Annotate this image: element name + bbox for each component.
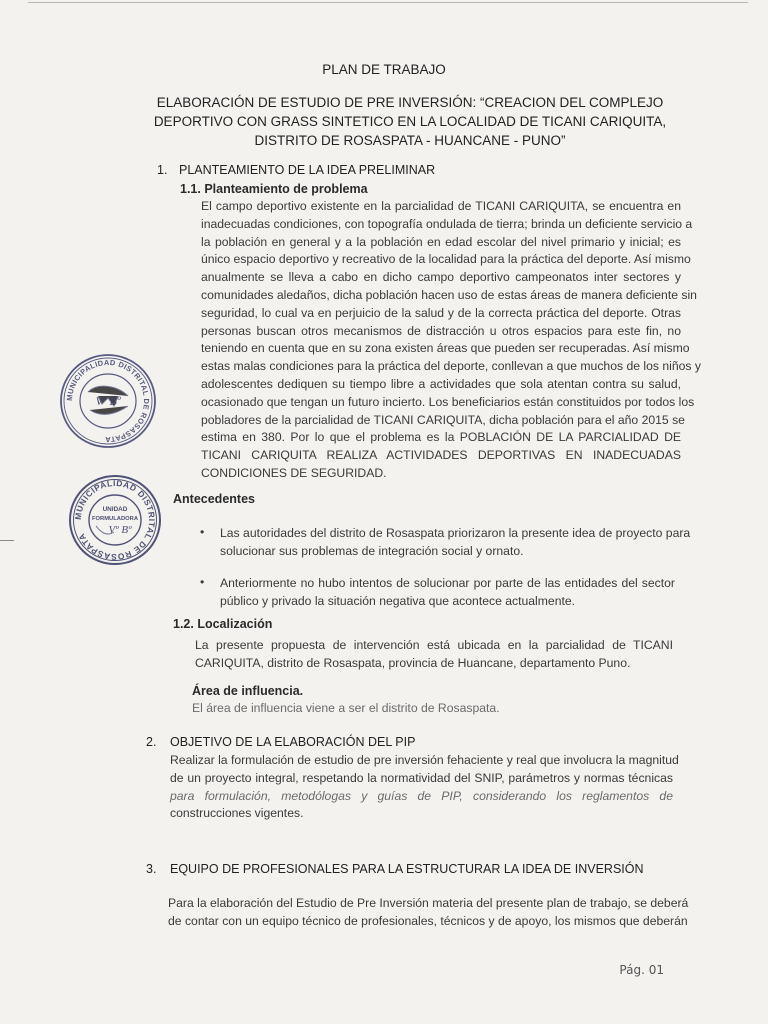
antecedentes-bullet [200, 575, 680, 611]
antecedentes-bullet [200, 525, 691, 561]
text-line: público y privado la situación negativa que acontece actualmente. [220, 593, 576, 608]
seal-ring-text: MUNICIPALIDAD DISTRITAL DE ROSASPATA [72, 477, 158, 563]
text-line: personas buscan otros mecanismos de distracción u otros espacios para este fin, no [201, 323, 681, 338]
area-influencia-text [192, 700, 652, 718]
seal-inner-line: UNIDAD [102, 506, 128, 513]
seal-vobo: Vº Bº [95, 394, 121, 408]
section-number: 1. [157, 163, 168, 177]
text-line: CARIQUITA, distrito de Rosaspata, provincia de Huancane, departamento Puno. [195, 655, 631, 670]
text-line: Realizar la formulación de estudio de pre inversión fehaciente y real que involucra la magnitud [170, 753, 679, 767]
seal-vobo: Vº Bº [108, 524, 132, 536]
bullet-dot: • [200, 525, 205, 539]
seal-graphic [68, 474, 162, 566]
text-line: estas malas condiciones para la práctica del deporte, conllevan a que muchos de los niños y [201, 359, 701, 374]
text-line: inadecuadas condiciones, con topografía ondulada de tierra; brinda un deficiente servicio a [201, 216, 693, 231]
subtitle-line: ELABORACIÓN DE ESTUDIO DE PRE INVERSIÓN: “CREACION DEL COMPLEJO [156, 95, 664, 110]
text-line: Anteriormente no hubo intentos de solucionar por parte de las entidades del sector [220, 576, 675, 590]
municipal-seal-stamp [58, 352, 158, 450]
text-line: El campo deportivo existente en la parcialidad de TICANI CARIQUITA, se encuentra en [201, 199, 681, 213]
objetivo-paragraph [170, 752, 679, 823]
document-subtitle [150, 93, 670, 150]
text-line: adolescentes dediquen su tiempo libre a actividades que sola atentan contra su salud, [201, 376, 681, 391]
text-line: La presente propuesta de intervención está ubicada en la parcialidad de TICANI [195, 638, 673, 652]
formuladora-seal-stamp [68, 474, 162, 566]
section-title: EQUIPO DE PROFESIONALES PARA LA ESTRUCTURAR LA IDEA DE INVERSIÓN [170, 862, 644, 876]
text-line: anualmente se lleva a cabo en dicho campo deportivo campeonatos inter sectores y [201, 270, 681, 285]
text-line: de contar con un equipo técnico de profesionales, técnicos y de apoyo, los mismos que deberán [168, 913, 688, 928]
text-line: teniendo en cuenta que en su zona existen áreas que pueden ser recuperadas. Así mismo [201, 341, 690, 356]
seal-graphic [58, 352, 158, 450]
text-line: pobladores de la parcialidad de TICANI CARIQUITA, dicha población para el año 2015 se [201, 412, 685, 427]
text-line: Las autoridades del distrito de Rosaspata priorizaron la presente idea de proyecto para [220, 526, 691, 540]
page-number: Pág. 01 [619, 963, 664, 977]
subsection-1-1-heading: 1.1. Planteamiento de problema [180, 182, 368, 196]
text-line: construcciones vigentes. [170, 806, 304, 821]
text-line: de un proyecto integral, respetando la normatividad del SNIP, parámetros y normas técnicas [170, 770, 673, 785]
top-edge-rule [28, 2, 748, 3]
section-title: OBJETIVO DE LA ELABORACIÓN DEL PIP [170, 735, 416, 749]
bullet-text [220, 525, 691, 561]
text-line: TICANI CARIQUITA REALIZA ACTIVIDADES DEPORTIVAS EN INADECUADAS [201, 448, 681, 463]
margin-mark [0, 540, 14, 541]
document-title: PLAN DE TRABAJO [322, 62, 446, 77]
antecedentes-heading: Antecedentes [173, 492, 255, 506]
section-number: 3. [146, 862, 157, 876]
text-line: seguridad, lo cual va en perjuicio de la salud y de la correcta práctica del deporte. Otras [201, 305, 681, 320]
bullet-dot: • [200, 575, 205, 589]
subtitle-line: DEPORTIVO CON GRASS SINTETICO EN LA LOCALIDAD DE TICANI CARIQUITA, [153, 114, 667, 129]
section-number: 2. [146, 735, 157, 749]
equipo-paragraph [168, 895, 689, 931]
text-line: El área de influencia viene a ser el distrito de Rosaspata. [192, 701, 500, 715]
text-line: ocasionado que tengan un futuro incierto. Los beneficiarios están constituidos por todos los [201, 394, 695, 409]
text-line: solucionar sus problemas de integración social y ornato. [220, 543, 524, 558]
text-line: la población en general y a la población en edad escolar del nivel primario y inicial; es [201, 234, 681, 249]
text-line: estima en 380. Por lo que el problema es la POBLACIÓN DE LA PARCIALIDAD DE [201, 430, 681, 445]
text-line: Para la elaboración del Estudio de Pre Inversión materia del presente plan de trabajo, se deberá [168, 896, 689, 910]
text-line: comunidades aledaños, dicha población hacen uso de estas áreas de manera deficiente sin [201, 287, 697, 302]
text-line: para formulación, metodólogas y guías de PIP, considerando los reglamentos de [170, 788, 673, 803]
text-line: CONDICIONES DE SEGURIDAD. [201, 465, 387, 480]
bullet-text [220, 575, 675, 611]
section-title: PLANTEAMIENTO DE LA IDEA PRELIMINAR [179, 163, 436, 177]
text-line: único espacio deportivo y recreativo de la localidad para la práctica del deporte. Así mismo [201, 252, 691, 267]
area-influencia-heading: Área de influencia. [192, 684, 304, 698]
problem-paragraph [201, 198, 701, 483]
subsection-1-2-heading: 1.2. Localización [173, 617, 273, 631]
localizacion-paragraph [195, 637, 673, 673]
seal-inner-line: FORMULADORA [91, 516, 139, 522]
seal-ring-text: MUNICIPALIDAD DISTRITAL DE ROSASPATA [64, 357, 152, 445]
subtitle-line: DISTRITO DE ROSASPATA - HUANCANE - PUNO” [254, 133, 566, 148]
